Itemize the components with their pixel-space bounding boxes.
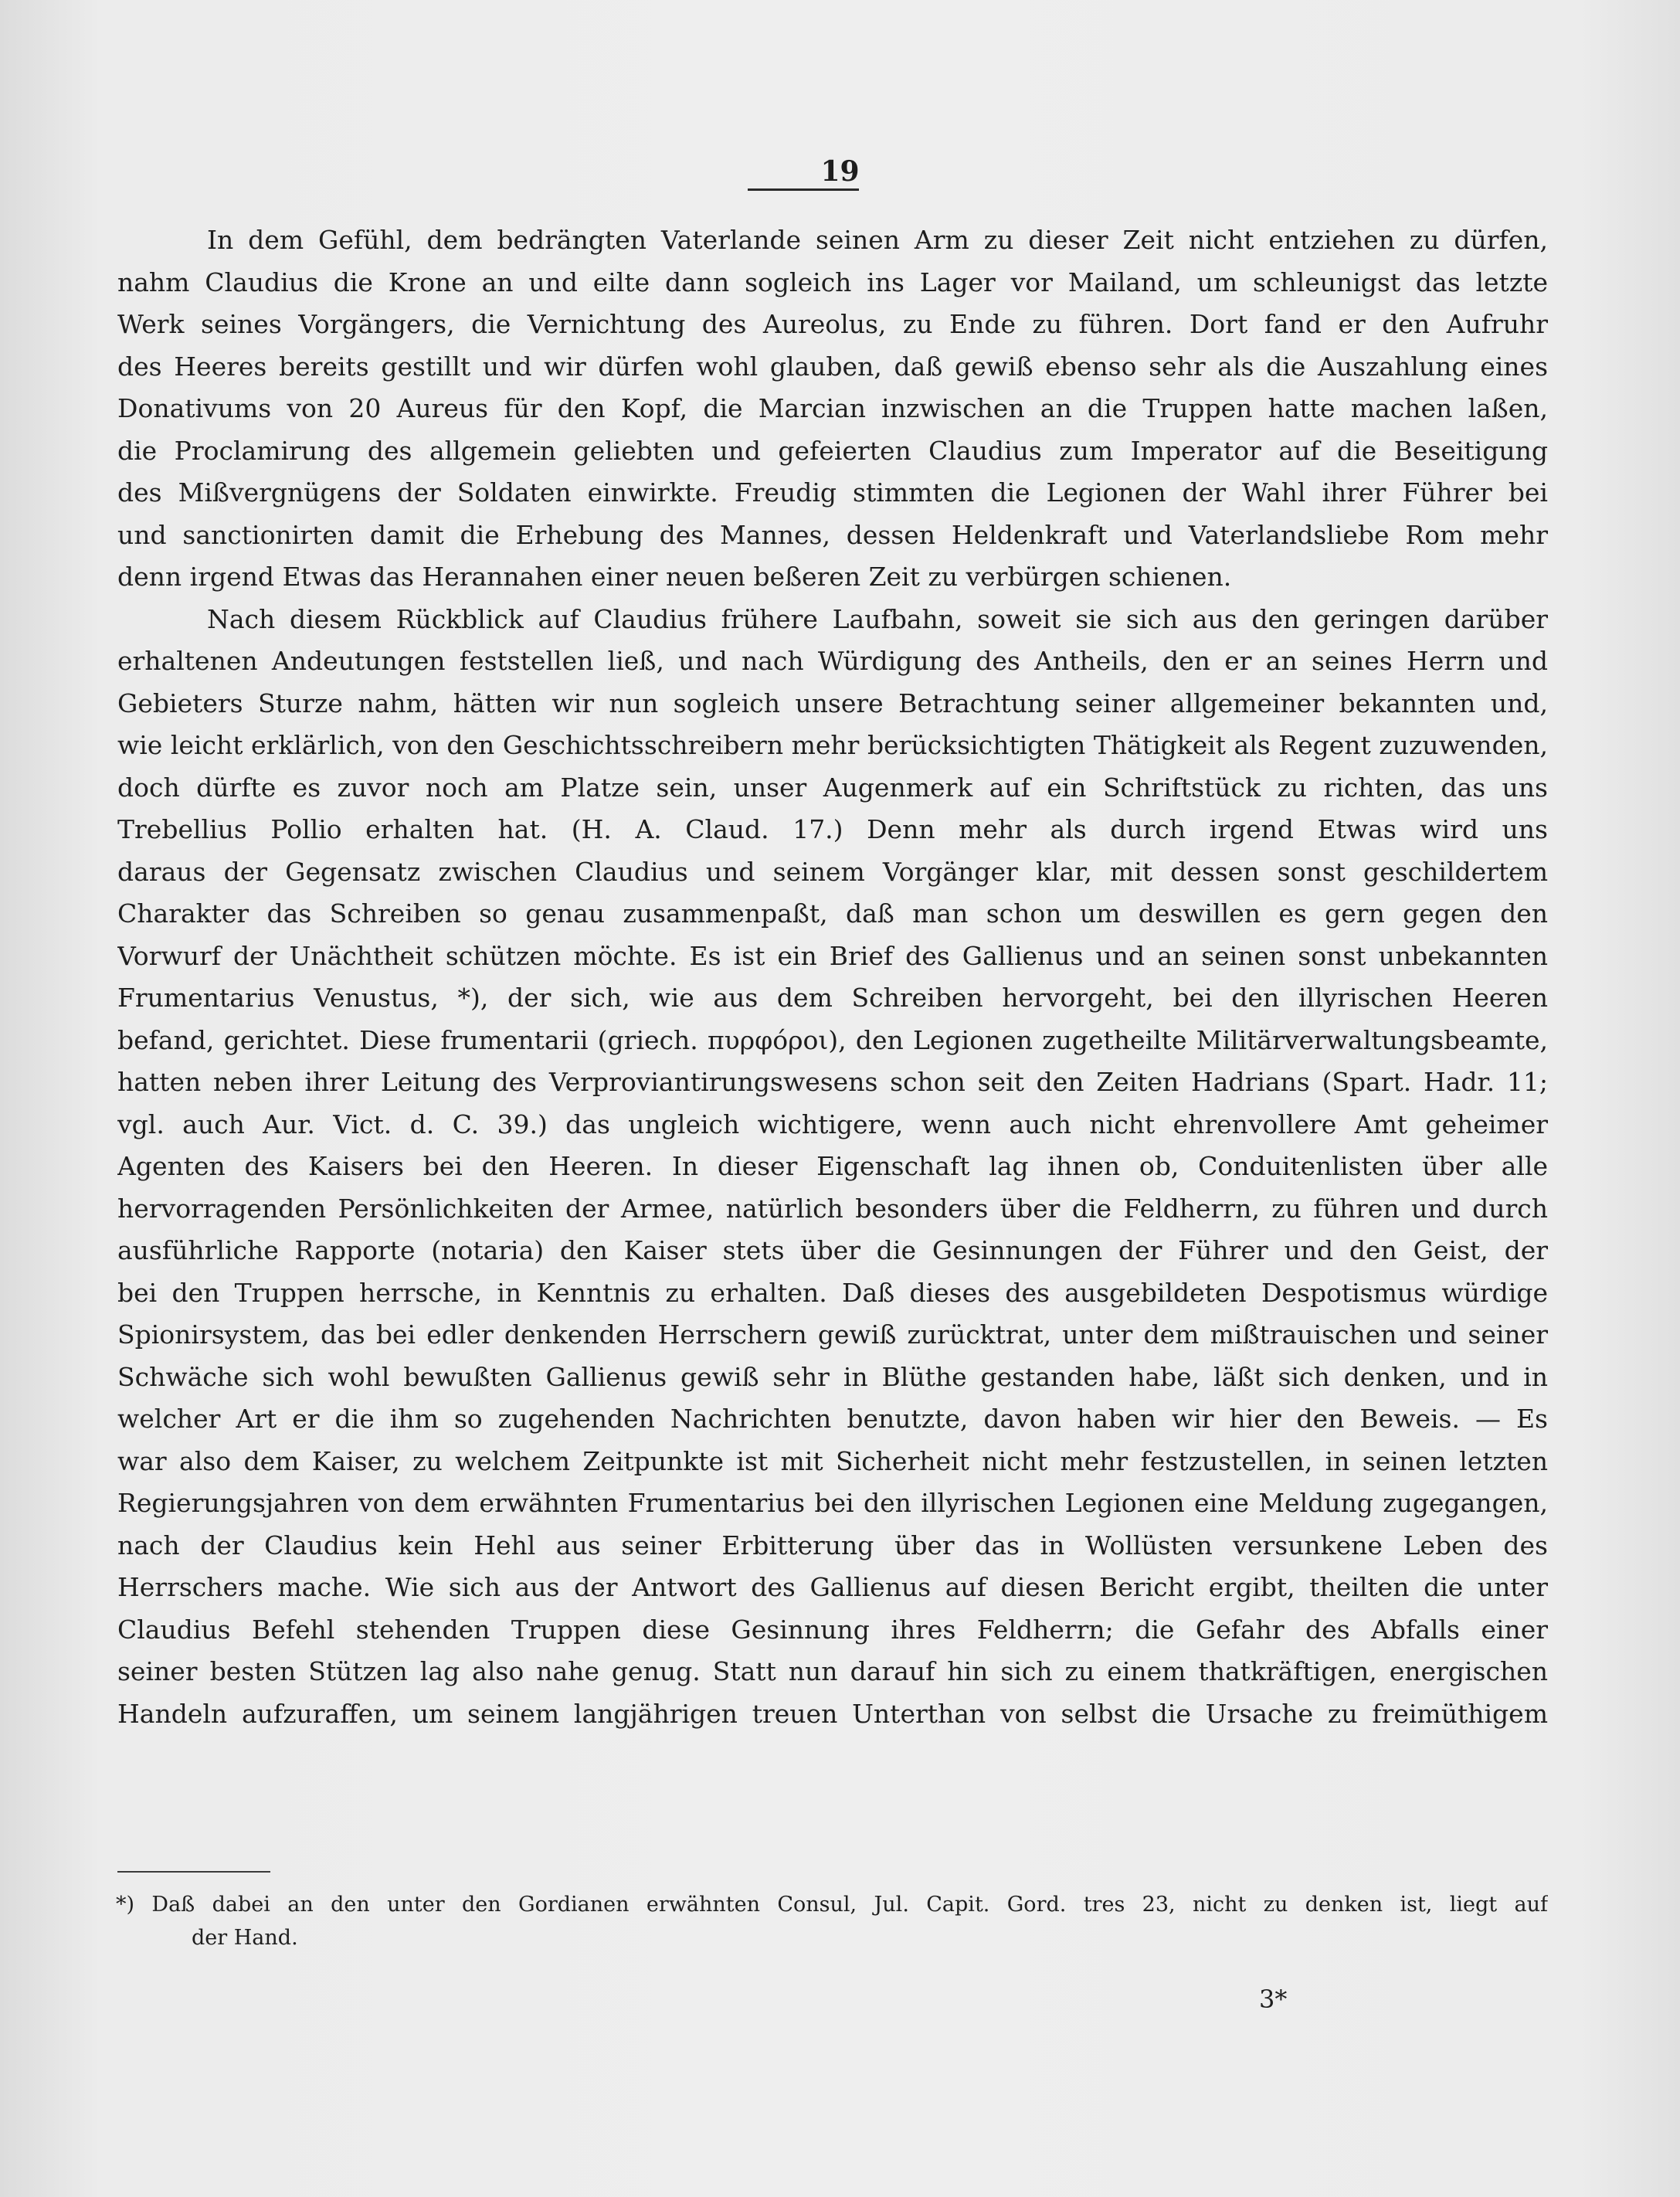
text-line: nahm Claudius die Krone an und eilte dann sogleich ins Lager vor Mailand, um schleunigst das letzte bbox=[117, 267, 1548, 297]
page-number: 19 bbox=[820, 155, 860, 188]
text-line: befand, gerichtet. Diese frumentarii (griech. πυρφόροι), den Legionen zugetheilte Militärverwaltungsbeamte, bbox=[117, 1024, 1548, 1055]
text-line: Agenten des Kaisers bei den Heeren. In dieser Eigenschaft lag ihnen ob, Conduitenlisten über alle bbox=[117, 1151, 1548, 1181]
text-line: des Heeres bereits gestillt und wir dürfen wohl glauben, daß gewiß ebenso sehr als die Auszahlung eines bbox=[117, 351, 1548, 382]
footnote-marker: *) bbox=[116, 1893, 135, 1917]
text-line: welcher Art er die ihm so zugehenden Nachrichten benutzte, davon haben wir hier den Beweis. — Es bbox=[117, 1404, 1548, 1434]
text-line: In dem Gefühl, dem bedrängten Vaterlande seinen Arm zu dieser Zeit nicht entziehen zu dürfen, bbox=[207, 225, 1548, 255]
text-line: Schwäche sich wohl bewußten Gallienus gewiß sehr in Blüthe gestanden habe, läßt sich denken, und in bbox=[117, 1361, 1548, 1392]
text-line: doch dürfte es zuvor noch am Platze sein, unser Augenmerk auf ein Schriftstück zu richten, das uns bbox=[117, 772, 1548, 803]
text-line: denn irgend Etwas das Herannahen einer neuen beßeren Zeit zu verbürgen schienen. bbox=[117, 562, 1232, 592]
body-text bbox=[117, 219, 1548, 1735]
footnote-rule bbox=[117, 1871, 270, 1873]
text-line: Spionirsystem, das bei edler denkenden Herrschern gewiß zurücktrat, unter dem mißtrauischen und seiner bbox=[117, 1319, 1548, 1350]
text-line: die Proclamirung des allgemein geliebten und gefeierten Claudius zum Imperator auf die Beseitigung bbox=[117, 435, 1548, 466]
text-line: bei den Truppen herrsche, in Kenntnis zu erhalten. Daß dieses des ausgebildeten Despotismus würdige bbox=[117, 1277, 1548, 1308]
text-line: erhaltenen Andeutungen feststellen ließ, und nach Würdigung des Antheils, den er an seines Herrn und bbox=[117, 646, 1548, 676]
text-line: des Mißvergnügens der Soldaten einwirkte. Freudig stimmten die Legionen der Wahl ihrer Führer bei bbox=[117, 477, 1548, 508]
text-line: war also dem Kaiser, zu welchem Zeitpunkte ist mit Sicherheit nicht mehr festzustellen, in seinen letzten bbox=[117, 1445, 1548, 1476]
signature-mark: 3* bbox=[1259, 1985, 1288, 2014]
footnote-line: der Hand. bbox=[192, 1926, 298, 1950]
text-line: Frumentarius Venustus, *), der sich, wie aus dem Schreiben hervorgeht, bei den illyrischen Heeren bbox=[117, 983, 1548, 1013]
text-line: Regierungsjahren von dem erwähnten Frumentarius bei den illyrischen Legionen eine Meldung zugegangen, bbox=[117, 1488, 1548, 1518]
footnote-line bbox=[116, 1888, 1548, 1921]
text-line: Nach diesem Rückblick auf Claudius frühere Laufbahn, soweit sie sich aus den geringen darüber bbox=[207, 603, 1548, 634]
text-line: hervorragenden Persönlichkeiten der Armee, natürlich besonders über die Feldherrn, zu führen und durch bbox=[117, 1193, 1548, 1224]
text-line: Herrschers mache. Wie sich aus der Antwort des Gallienus auf diesen Bericht ergibt, theilten die unter bbox=[117, 1572, 1548, 1602]
text-line: Claudius Befehl stehenden Truppen diese Gesinnung ihres Feldherrn; die Gefahr des Abfalls einer bbox=[117, 1614, 1548, 1645]
text-line: wie leicht erklärlich, von den Geschichtsschreibern mehr berücksichtigten Thätigkeit als Regent zuzuwenden, bbox=[117, 730, 1548, 760]
text-line: Werk seines Vorgängers, die Vernichtung des Aureolus, zu Ende zu führen. Dort fand er den Aufruhr bbox=[117, 309, 1548, 339]
text-line: ausführliche Rapporte (notaria) den Kaiser stets über die Gesinnungen der Führer und den Geist, der bbox=[117, 1235, 1548, 1265]
text-line: Charakter das Schreiben so genau zusammenpaßt, daß man schon um deswillen es gern gegen den bbox=[117, 898, 1548, 929]
text-line: Gebieters Sturze nahm, hätten wir nun sogleich unsere Betrachtung seiner allgemeiner bekannten und, bbox=[117, 688, 1548, 718]
text-line: Vorwurf der Unächtheit schützen möchte. Es ist ein Brief des Gallienus und an seinen sonst unbekannten bbox=[117, 940, 1548, 971]
text-line: nach der Claudius kein Hehl aus seiner Erbitterung über das in Wollüsten versunkene Leben des bbox=[117, 1530, 1548, 1560]
text-line: Handeln aufzuraffen, um seinem langjährigen treuen Unterthan von selbst die Ursache zu freimüthigem bbox=[117, 1698, 1548, 1729]
footnote bbox=[116, 1888, 1548, 1954]
text-line: Donativums von 20 Aureus für den Kopf, die Marcian inzwischen an die Truppen hatte machen laßen, bbox=[117, 393, 1548, 423]
text-line: Trebellius Pollio erhalten hat. (H. A. Claud. 17.) Denn mehr als durch irgend Etwas wird uns bbox=[117, 814, 1548, 844]
text-line: seiner besten Stützen lag also nahe genug. Statt nun darauf hin sich zu einem thatkräftigen, energischen bbox=[117, 1656, 1548, 1686]
text-line: und sanctionirten damit die Erhebung des Mannes, dessen Heldenkraft und Vaterlandsliebe Rom mehr bbox=[117, 519, 1548, 550]
header-rule bbox=[748, 188, 859, 191]
text-line: daraus der Gegensatz zwischen Claudius und seinem Vorgänger klar, mit dessen sonst geschildertem bbox=[117, 856, 1548, 887]
text-line: hatten neben ihrer Leitung des Verproviantirungswesens schon seit den Zeiten Hadrians (Spart. Hadr. 11; bbox=[117, 1067, 1548, 1097]
footnote-text: Daß dabei an den unter den Gordianen erwähnten Consul, Jul. Capit. Gord. tres 23, nicht zu denken ist, liegt auf bbox=[151, 1893, 1548, 1917]
text-line: vgl. auch Aur. Vict. d. C. 39.) das ungleich wichtigere, wenn auch nicht ehrenvollere Amt geheimer bbox=[117, 1109, 1548, 1139]
